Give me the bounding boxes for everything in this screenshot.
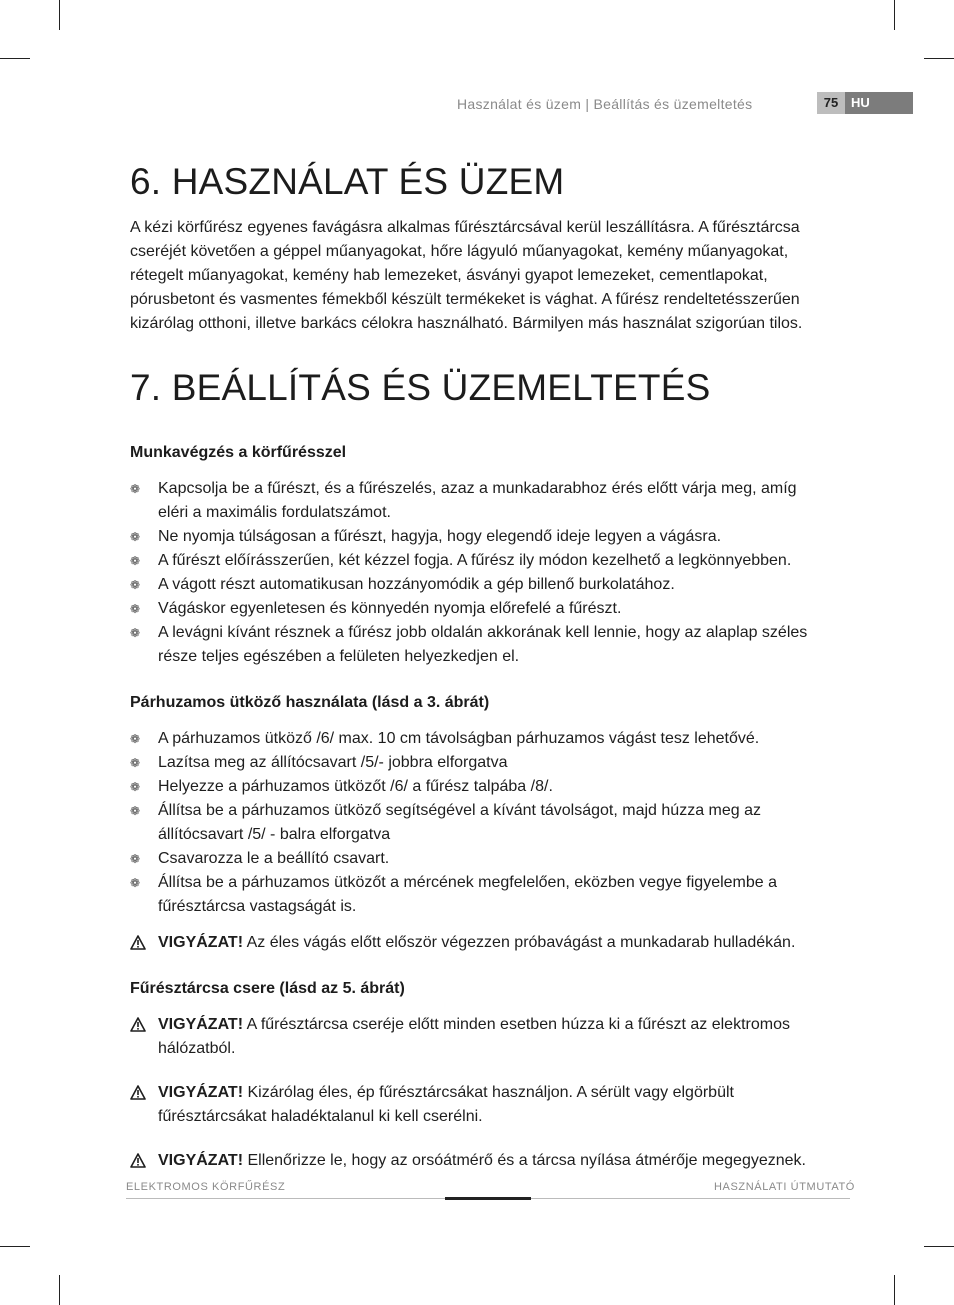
gear-bullet-icon: ❁ bbox=[130, 625, 141, 640]
warning-label: VIGYÁZAT! bbox=[158, 1015, 244, 1033]
gear-bullet-icon: ❁ bbox=[130, 529, 141, 544]
list-item bbox=[130, 621, 820, 669]
section-6-body: A kézi körfűrész egyenes favágásra alkalmas fűrésztárcsával kerül leszállításra. A fűrésztárcsa cseréjét követően a géppel műanyagokat, hőre lágyuló műanyagokat, kemény műanyagokat, rétegelt műanyagokat, kemény hab lemezeket, ásványi gyapot lemezeket, cementlapokat, pórusbetont és vasmentes fémekből készült termékeket is vághat. A fűrész rendeltetésszerűen kizárólag otthoni, illetve barkács célokra használható. Bármilyen más használat szigorúan tilos. bbox=[130, 219, 803, 333]
crop-mark bbox=[924, 58, 954, 59]
list-item-text: Kapcsolja be a fűrészt, és a fűrészelés, azaz a munkadarabhoz érés előtt várja meg, amíg eléri a maximális fordulatszámot. bbox=[158, 479, 797, 521]
crop-mark bbox=[894, 1275, 895, 1305]
list-item-text: A párhuzamos ütköző /6/ max. 10 cm távolságban párhuzamos vágást tesz lehetővé. bbox=[158, 729, 760, 747]
list-item bbox=[130, 477, 820, 525]
list-item-text: Helyezze a párhuzamos ütközőt /6/ a fűrész talpába /8/. bbox=[158, 777, 553, 795]
gear-bullet-icon: ❁ bbox=[130, 779, 141, 794]
list-item-text: Csavarozza le a beállító csavart. bbox=[158, 849, 390, 867]
gear-bullet-icon: ❁ bbox=[130, 755, 141, 770]
blade-heading: Fűrésztárcsa csere (lásd az 5. ábrát) bbox=[130, 979, 405, 997]
list-item bbox=[130, 727, 820, 751]
footer-manual-label: HASZNÁLATI ÚTMUTATÓ bbox=[714, 1181, 855, 1193]
section-6-title: 6. HASZNÁLAT ÉS ÜZEM bbox=[130, 161, 565, 202]
crop-mark bbox=[894, 0, 895, 30]
list-item-text: A fűrészt előírásszerűen, két kézzel fogja. A fűrész ily módon kezelhető a legkönnyebben. bbox=[158, 551, 792, 569]
list-item-text: A levágni kívánt résznek a fűrész jobb oldalán akkorának kell lennie, hogy az alaplap széles része teljes egészében a felületen helyezkedjen el. bbox=[158, 623, 808, 665]
blade-warning bbox=[130, 1149, 820, 1173]
page-number: 75 bbox=[817, 92, 845, 114]
list-item bbox=[130, 847, 820, 871]
crop-mark bbox=[0, 58, 30, 59]
warning-triangle-icon bbox=[130, 1085, 146, 1100]
warning-text: Az éles vágás előtt először végezzen próbavágást a munkadarab hulladékán. bbox=[243, 933, 796, 951]
gear-bullet-icon: ❁ bbox=[130, 803, 141, 818]
warning-label: VIGYÁZAT! bbox=[158, 1083, 244, 1101]
warning-label: VIGYÁZAT! bbox=[158, 933, 244, 951]
list-item bbox=[130, 573, 820, 597]
blade-warning bbox=[130, 1013, 820, 1061]
crop-mark bbox=[0, 1246, 30, 1247]
list-item-text: Lazítsa meg az állítócsavart /5/- jobbra elforgatva bbox=[158, 753, 508, 771]
list-item bbox=[130, 525, 820, 549]
crop-mark bbox=[924, 1246, 954, 1247]
list-item-text: Vágáskor egyenletesen és könnyedén nyomja előrefelé a fűrészt. bbox=[158, 599, 622, 617]
crop-mark bbox=[59, 0, 60, 30]
gear-bullet-icon: ❁ bbox=[130, 731, 141, 746]
warning-triangle-icon bbox=[130, 1017, 146, 1032]
list-item-text: Állítsa be a párhuzamos ütközőt a mércének megfelelően, eközben vegye figyelembe a fűrésztárcsa vastagságát is. bbox=[158, 873, 778, 915]
fence-warning bbox=[130, 931, 820, 955]
running-header: Használat és üzem | Beállítás és üzemeltetés bbox=[457, 96, 753, 112]
gear-bullet-icon: ❁ bbox=[130, 875, 141, 890]
list-item-text: A vágott részt automatikusan hozzányomódik a gép billenő burkolatához. bbox=[158, 575, 675, 593]
gear-bullet-icon: ❁ bbox=[130, 577, 141, 592]
warning-triangle-icon bbox=[130, 1153, 146, 1168]
list-item bbox=[130, 799, 820, 847]
page-content bbox=[130, 160, 820, 1173]
footer-accent-bar bbox=[445, 1197, 531, 1200]
fence-heading: Párhuzamos ütköző használata (lásd a 3. ábrát) bbox=[130, 693, 490, 711]
blade-warning bbox=[130, 1081, 820, 1129]
language-tag: HU bbox=[845, 92, 913, 114]
list-item bbox=[130, 597, 820, 621]
list-item bbox=[130, 775, 820, 799]
list-item bbox=[130, 549, 820, 573]
gear-bullet-icon: ❁ bbox=[130, 851, 141, 866]
crop-mark bbox=[59, 1275, 60, 1305]
warning-text: A fűrésztárcsa cseréje előtt minden esetben húzza ki a fűrészt az elektromos hálózatból. bbox=[158, 1015, 790, 1057]
warning-label: VIGYÁZAT! bbox=[158, 1151, 244, 1169]
warning-triangle-icon bbox=[130, 935, 146, 950]
warning-text: Kizárólag éles, ép fűrésztárcsákat használjon. A sérült vagy elgörbült fűrésztárcsákat haladéktalanul ki kell cserélni. bbox=[158, 1083, 734, 1125]
list-item bbox=[130, 751, 820, 775]
work-list bbox=[130, 477, 820, 669]
gear-bullet-icon: ❁ bbox=[130, 553, 141, 568]
section-7-title: 7. BEÁLLÍTÁS ÉS ÜZEMELTETÉS bbox=[130, 367, 711, 409]
gear-bullet-icon: ❁ bbox=[130, 481, 141, 496]
gear-bullet-icon: ❁ bbox=[130, 601, 141, 616]
footer-product-name: ELEKTROMOS KÖRFŰRÉSZ bbox=[126, 1181, 286, 1193]
warning-text: Ellenőrizze le, hogy az orsóátmérő és a tárcsa nyílása átmérője megegyeznek. bbox=[243, 1151, 806, 1169]
list-item-text: Állítsa be a párhuzamos ütköző segítségével a kívánt távolságot, majd húzza meg az állítócsavart /5/ - balra elforgatva bbox=[158, 801, 761, 843]
fence-list bbox=[130, 727, 820, 919]
list-item bbox=[130, 871, 820, 919]
list-item-text: Ne nyomja túlságosan a fűrészt, hagyja, hogy elegendő ideje legyen a vágásra. bbox=[158, 527, 722, 545]
work-heading: Munkavégzés a körfűrésszel bbox=[130, 443, 347, 461]
